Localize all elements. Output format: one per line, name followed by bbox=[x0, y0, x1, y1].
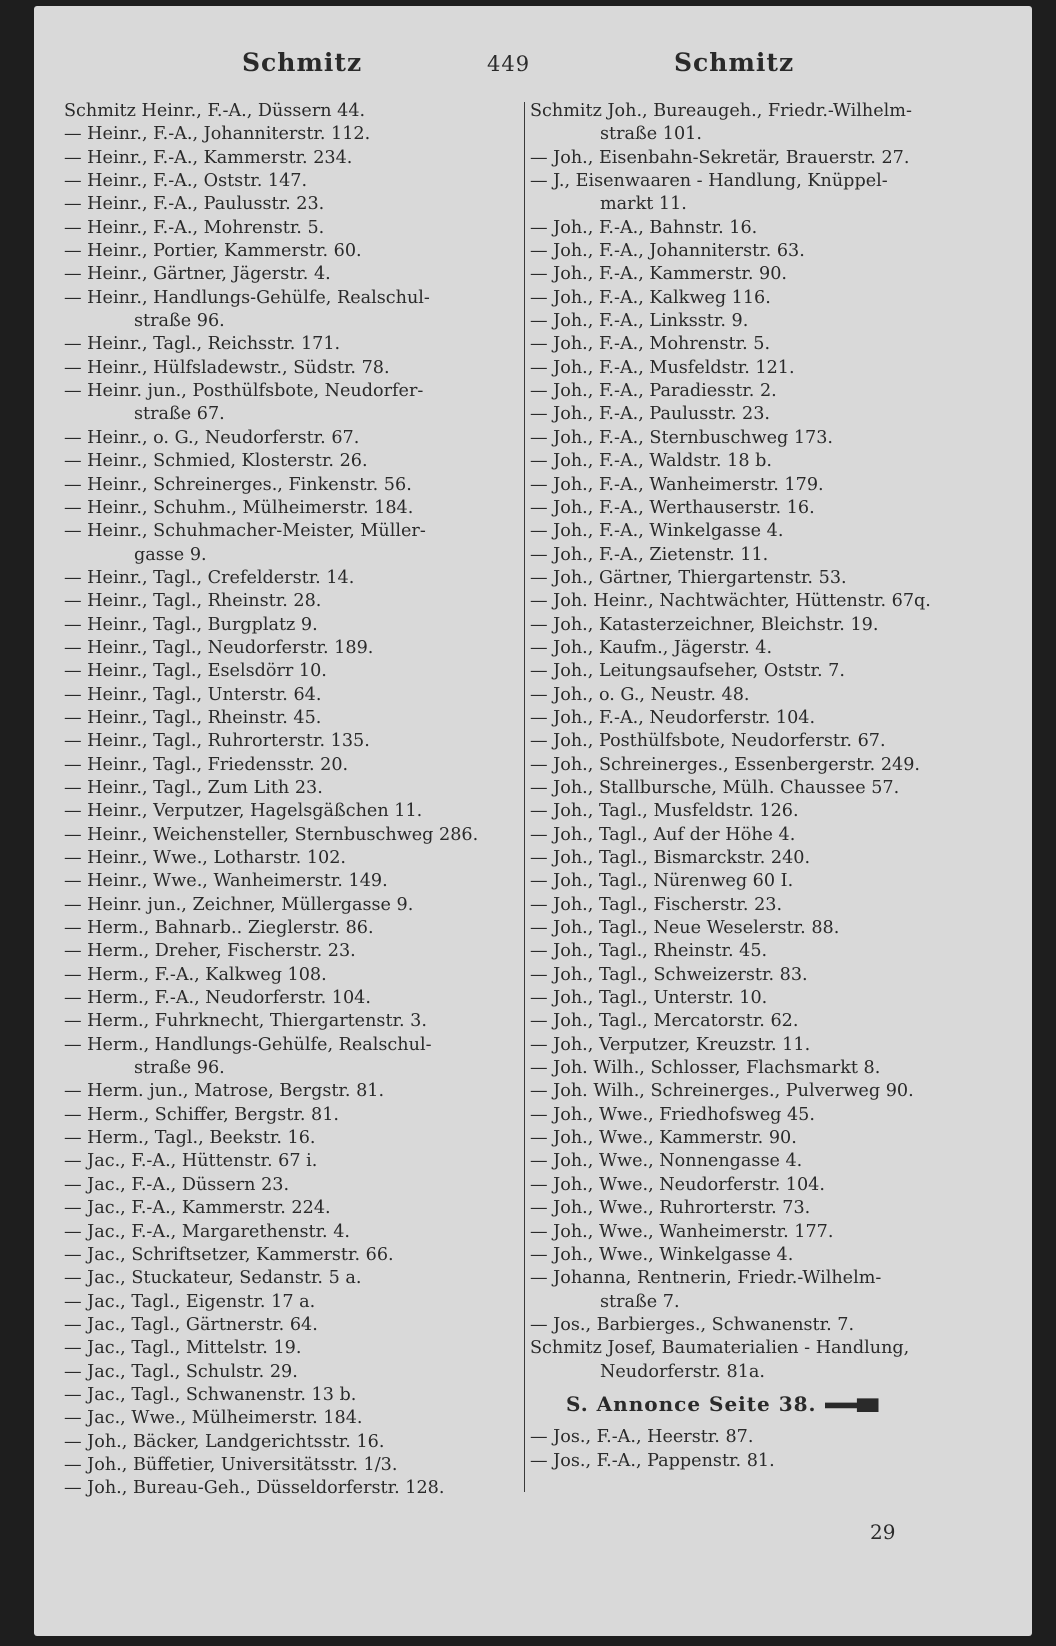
annonce-reference bbox=[530, 1393, 1000, 1416]
directory-entry: — Heinr., Tagl., Eselsdörr 10. bbox=[64, 661, 327, 682]
directory-entry: — Jac., Schriftsetzer, Kammerstr. 66. bbox=[64, 1244, 394, 1265]
directory-entry: — Heinr., Tagl., Friedensstr. 20. bbox=[64, 754, 349, 775]
directory-entry: — Joh., Verputzer, Kreuzstr. 11. bbox=[530, 1034, 811, 1055]
directory-entry: straße 101. bbox=[600, 124, 702, 145]
directory-entry: — Jac., Tagl., Mittelstr. 19. bbox=[64, 1338, 302, 1359]
directory-entry: — Joh., F.-A., Paulusstr. 23. bbox=[530, 404, 771, 425]
directory-entry: — Joh., F.-A., Neudorferstr. 104. bbox=[530, 707, 816, 728]
directory-entry: — Joh., Tagl., Fischerstr. 23. bbox=[530, 894, 783, 915]
directory-entry: — Herm., Tagl., Beekstr. 16. bbox=[64, 1128, 316, 1149]
directory-entry: — Heinr., Tagl., Ruhrorterstr. 135. bbox=[64, 731, 370, 752]
left-column bbox=[64, 100, 534, 1501]
directory-entry: — Joh., Wwe., Friedhofsweg 45. bbox=[530, 1104, 815, 1125]
directory-entry: — Joh., Wwe., Nonnengasse 4. bbox=[530, 1151, 803, 1172]
directory-entry: — Jos., F.-A., Heerstr. 87. bbox=[530, 1427, 754, 1448]
directory-entry: — Joh. Wilh., Schlosser, Flachsmarkt 8. bbox=[530, 1058, 881, 1079]
directory-entry: — Jac., Tagl., Schulstr. 29. bbox=[64, 1361, 298, 1382]
directory-entry: — Heinr., F.-A., Paulusstr. 23. bbox=[64, 194, 325, 215]
directory-entry: — Joh., Eisenbahn-Sekretär, Brauerstr. 27. bbox=[530, 147, 910, 168]
directory-entry: — Joh., F.-A., Paradiesstr. 2. bbox=[530, 381, 777, 402]
directory-entry: — Joh., F.-A., Musfeldstr. 121. bbox=[530, 357, 795, 378]
directory-entry: — Jac., F.-A., Düssern 23. bbox=[64, 1174, 290, 1195]
directory-entry: — Joh., Gärtner, Thiergartenstr. 53. bbox=[530, 567, 847, 588]
directory-entry: Schmitz Joh., Bureaugeh., Friedr.-Wilhelm- bbox=[530, 101, 912, 121]
header-left-name: Schmitz bbox=[242, 48, 363, 77]
directory-entry: — Joh., F.-A., Zietenstr. 11. bbox=[530, 544, 769, 565]
directory-entry: — Jac., F.-A., Kammerstr. 224. bbox=[64, 1198, 331, 1219]
directory-entry: — Joh., F.-A., Mohrenstr. 5. bbox=[530, 334, 771, 355]
directory-entry: — Jos., F.-A., Pappenstr. 81. bbox=[530, 1450, 775, 1471]
directory-entry: — Joh., Schreinerges., Essenbergerstr. 249. bbox=[530, 754, 921, 775]
directory-entry: Schmitz Heinr., F.-A., Düssern 44. bbox=[64, 101, 366, 121]
directory-entry: — Herm., Dreher, Fischerstr. 23. bbox=[64, 941, 356, 962]
directory-entry: — Joh., Tagl., Auf der Höhe 4. bbox=[530, 824, 796, 845]
directory-entry: — Herm., F.-A., Neudorferstr. 104. bbox=[64, 988, 371, 1009]
directory-entry: — Heinr., Verputzer, Hagelsgäßchen 11. bbox=[64, 801, 423, 822]
directory-entry: — Joh., F.-A., Linksstr. 9. bbox=[530, 311, 749, 332]
directory-entry: — Joh., Katasterzeichner, Bleichstr. 19. bbox=[530, 614, 879, 635]
directory-entry: — Heinr., Hülfsladewstr., Südstr. 78. bbox=[64, 357, 390, 378]
directory-entry: — Joh., Tagl., Neue Weselerstr. 88. bbox=[530, 918, 840, 939]
directory-entry: — Herm., F.-A., Kalkweg 108. bbox=[64, 964, 327, 985]
directory-entry: — Joh., F.-A., Kalkweg 116. bbox=[530, 287, 771, 308]
directory-entry: — Joh., Kaufm., Jägerstr. 4. bbox=[530, 637, 773, 658]
directory-entry: — Herm., Fuhrknecht, Thiergartenstr. 3. bbox=[64, 1011, 427, 1032]
footer-page-number: 29 bbox=[870, 1520, 896, 1544]
directory-entry: — Heinr., Schuhmacher-Meister, Müller- bbox=[64, 521, 426, 542]
directory-entry: — Heinr., Weichensteller, Sternbuschweg 286. bbox=[64, 824, 479, 845]
directory-entry: — Joh., Bäcker, Landgerichtsstr. 16. bbox=[64, 1431, 385, 1452]
directory-entry: — Joh., Tagl., Rheinstr. 45. bbox=[530, 941, 768, 962]
directory-entry: — Heinr., Portier, Kammerstr. 60. bbox=[64, 241, 362, 262]
directory-entry: — Joh., F.-A., Winkelgasse 4. bbox=[530, 521, 784, 542]
directory-entry: — Herm., Handlungs-Gehülfe, Realschul- bbox=[64, 1034, 432, 1055]
directory-entry: — Heinr., Tagl., Rheinstr. 28. bbox=[64, 591, 322, 612]
directory-entry: — Joh., F.-A., Wanheimerstr. 179. bbox=[530, 474, 824, 495]
directory-entry: — Heinr., Tagl., Zum Lith 23. bbox=[64, 777, 323, 798]
directory-entry: — Joh., Wwe., Wanheimerstr. 177. bbox=[530, 1221, 834, 1242]
directory-entry: — Heinr., Wwe., Wanheimerstr. 149. bbox=[64, 871, 388, 892]
directory-entry: — Joh., o. G., Neustr. 48. bbox=[530, 684, 750, 705]
annonce-text: S. Annonce Seite 38. bbox=[566, 1391, 817, 1416]
directory-entry: — Jos., Barbierges., Schwanenstr. 7. bbox=[530, 1314, 855, 1335]
directory-entry: — Joh., F.-A., Sternbuschweg 173. bbox=[530, 427, 834, 448]
directory-entry: — Joh., Bureau-Geh., Düsseldorferstr. 128. bbox=[64, 1478, 445, 1499]
directory-entry: — Joh. Wilh., Schreinerges., Pulverweg 90. bbox=[530, 1081, 914, 1102]
directory-entry: gasse 9. bbox=[134, 544, 207, 565]
directory-entry: — Heinr., Tagl., Reichsstr. 171. bbox=[64, 334, 341, 355]
directory-entry: — Jac., Tagl., Gärtnerstr. 64. bbox=[64, 1314, 318, 1335]
directory-entry: — Jac., Wwe., Mülheimerstr. 184. bbox=[64, 1408, 363, 1429]
directory-entry: — Herm. jun., Matrose, Bergstr. 81. bbox=[64, 1081, 385, 1102]
directory-entry: — Joh. Heinr., Nachtwächter, Hüttenstr. 67q. bbox=[530, 591, 931, 612]
directory-entry: straße 96. bbox=[134, 311, 225, 332]
directory-entry: straße 7. bbox=[600, 1291, 680, 1312]
header-right-name: Schmitz bbox=[674, 48, 795, 77]
header-page-number: 449 bbox=[487, 52, 531, 76]
directory-entry: — Joh., Tagl., Unterstr. 10. bbox=[530, 988, 768, 1009]
directory-entry: — Heinr., Gärtner, Jägerstr. 4. bbox=[64, 264, 331, 285]
directory-entry: — Jac., Tagl., Schwanenstr. 13 b. bbox=[64, 1384, 357, 1405]
directory-entry: — Heinr., F.-A., Mohrenstr. 5. bbox=[64, 217, 325, 238]
directory-entry: — Heinr., Tagl., Crefelderstr. 14. bbox=[64, 567, 355, 588]
directory-entry: — Heinr. jun., Zeichner, Müllergasse 9. bbox=[64, 894, 414, 915]
directory-entry: — Heinr., Tagl., Neudorferstr. 189. bbox=[64, 637, 374, 658]
directory-entry: — Joh., Wwe., Kammerstr. 90. bbox=[530, 1128, 797, 1149]
right-column bbox=[530, 100, 1000, 1473]
directory-entry: — Joh., Stallbursche, Mülh. Chaussee 57. bbox=[530, 777, 900, 798]
directory-entry: — J., Eisenwaaren - Handlung, Knüppel- bbox=[530, 171, 888, 192]
directory-entry: — Heinr. jun., Posthülfsbote, Neudorfer- bbox=[64, 381, 424, 402]
directory-entry: — Herm., Bahnarb.. Zieglerstr. 86. bbox=[64, 918, 374, 939]
directory-entry: — Jac., F.-A., Hüttenstr. 67 i. bbox=[64, 1151, 318, 1172]
directory-entry: — Jac., Stuckateur, Sedanstr. 5 a. bbox=[64, 1268, 362, 1289]
directory-entry: — Herm., Schiffer, Bergstr. 81. bbox=[64, 1104, 340, 1125]
directory-entry: — Heinr., Wwe., Lotharstr. 102. bbox=[64, 848, 346, 868]
directory-entry: — Joh., Wwe., Neudorferstr. 104. bbox=[530, 1174, 825, 1195]
pointing-hand-icon bbox=[825, 1398, 879, 1412]
directory-entry: — Joh., Büffetier, Universitätsstr. 1/3. bbox=[64, 1454, 398, 1475]
directory-entry: Neudorferstr. 81a. bbox=[600, 1361, 765, 1382]
directory-entry: — Joh., Tagl., Schweizerstr. 83. bbox=[530, 964, 808, 985]
directory-entry: — Heinr., Handlungs-Gehülfe, Realschul- bbox=[64, 287, 430, 308]
directory-entry: — Joh., Tagl., Bismarckstr. 240. bbox=[530, 848, 811, 868]
directory-entry: — Heinr., Schreinerges., Finkenstr. 56. bbox=[64, 474, 412, 495]
directory-entry: — Heinr., Tagl., Burgplatz 9. bbox=[64, 614, 318, 635]
directory-entry: straße 96. bbox=[134, 1058, 225, 1079]
directory-entry: — Johanna, Rentnerin, Friedr.-Wilhelm- bbox=[530, 1268, 882, 1289]
directory-entry: — Jac., F.-A., Margarethenstr. 4. bbox=[64, 1221, 351, 1242]
directory-entry: — Jac., Tagl., Eigenstr. 17 a. bbox=[64, 1291, 316, 1312]
directory-entry: straße 67. bbox=[134, 404, 225, 425]
directory-entry: — Joh., Tagl., Mercatorstr. 62. bbox=[530, 1011, 799, 1032]
directory-entry: — Heinr., F.-A., Kammerstr. 234. bbox=[64, 147, 353, 168]
directory-entry: Schmitz Josef, Baumaterialien - Handlung, bbox=[530, 1338, 910, 1359]
directory-entry: — Joh., Posthülfsbote, Neudorferstr. 67. bbox=[530, 731, 886, 752]
directory-entry: — Heinr., Schmied, Klosterstr. 26. bbox=[64, 451, 368, 472]
directory-entry: — Joh., Tagl., Musfeldstr. 126. bbox=[530, 801, 799, 822]
page-header bbox=[34, 48, 1032, 88]
directory-entry: — Joh., Wwe., Ruhrorterstr. 73. bbox=[530, 1198, 811, 1219]
directory-page bbox=[34, 6, 1032, 1636]
directory-entry: — Joh., F.-A., Johanniterstr. 63. bbox=[530, 241, 805, 262]
directory-entry: — Joh., F.-A., Bahnstr. 16. bbox=[530, 217, 758, 238]
directory-entry: — Joh., Tagl., Nürenweg 60 I. bbox=[530, 871, 794, 892]
directory-entry: — Heinr., o. G., Neudorferstr. 67. bbox=[64, 427, 360, 448]
directory-entry: — Joh., F.-A., Werthauserstr. 16. bbox=[530, 497, 815, 518]
directory-entry: — Joh., Leitungsaufseher, Oststr. 7. bbox=[530, 661, 845, 682]
directory-entry: markt 11. bbox=[600, 194, 687, 215]
directory-entry: — Heinr., F.-A., Johanniterstr. 112. bbox=[64, 124, 371, 145]
directory-entry: — Joh., F.-A., Waldstr. 18 b. bbox=[530, 451, 772, 472]
directory-entry: — Joh., F.-A., Kammerstr. 90. bbox=[530, 264, 787, 285]
directory-entry: — Heinr., Schuhm., Mülheimerstr. 184. bbox=[64, 497, 414, 518]
directory-entry: — Heinr., Tagl., Rheinstr. 45. bbox=[64, 707, 322, 728]
directory-entry: — Joh., Wwe., Winkelgasse 4. bbox=[530, 1244, 794, 1265]
directory-entry: — Heinr., F.-A., Oststr. 147. bbox=[64, 171, 308, 192]
directory-entry: — Heinr., Tagl., Unterstr. 64. bbox=[64, 684, 322, 705]
